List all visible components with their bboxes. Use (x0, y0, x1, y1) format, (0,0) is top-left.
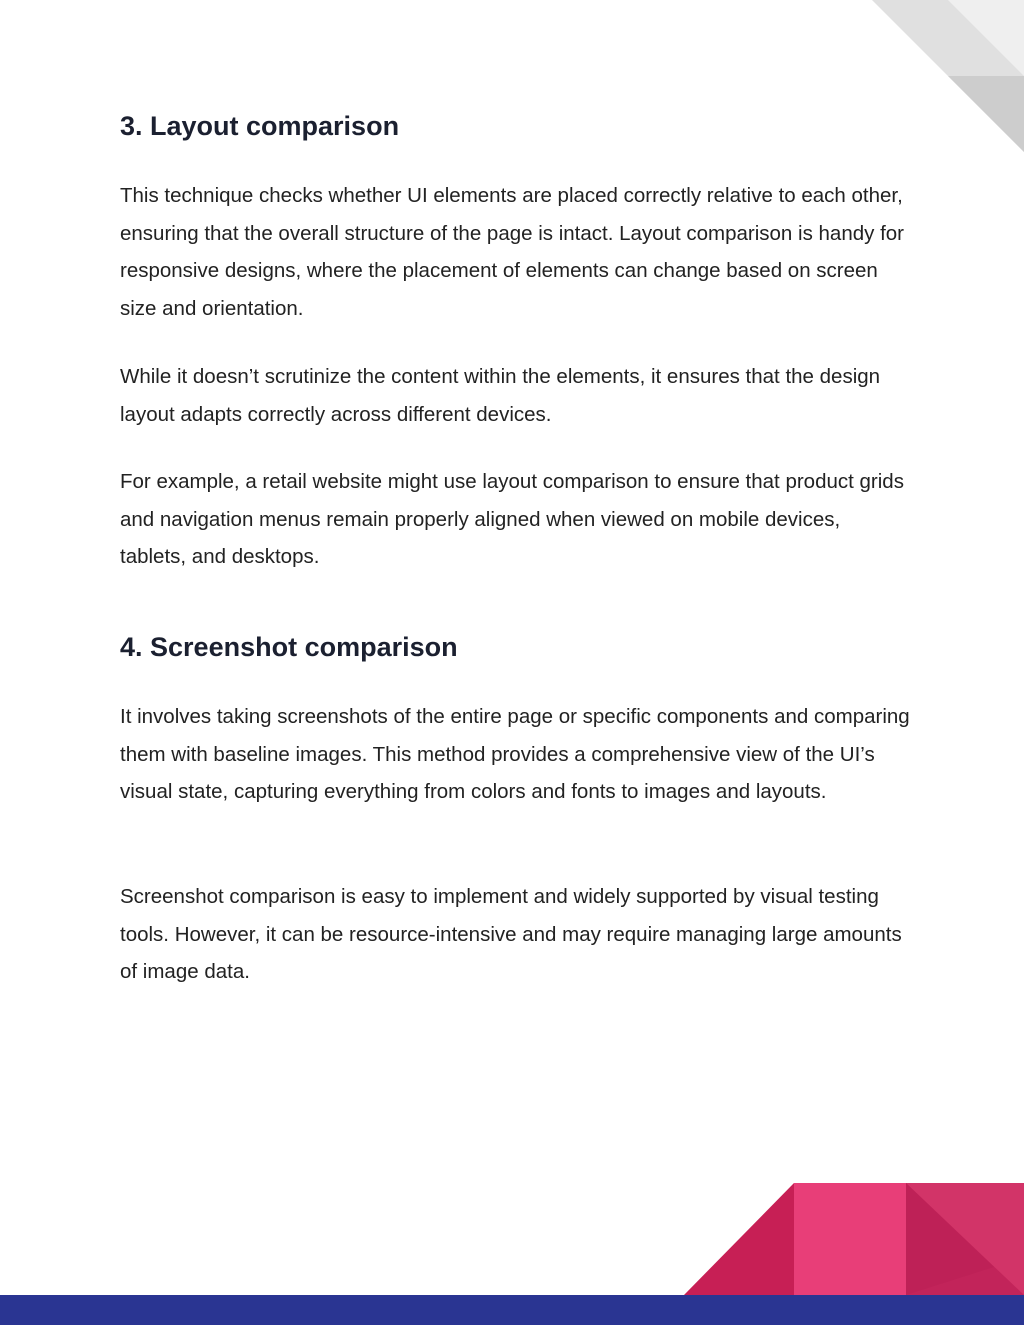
paragraph: Screenshot comparison is easy to implement and widely supported by visual testing tools. However, it can be resource-intensive and may require managing large amounts of image data. (120, 885, 902, 983)
top-right-corner-decoration (864, 0, 1024, 160)
bottom-right-corner-decoration (684, 1183, 1024, 1295)
footer-bar (0, 1295, 1024, 1325)
section-heading-screenshot-comparison: 4. Screenshot comparison (120, 632, 458, 662)
paragraph: For example, a retail website might use layout comparison to ensure that product grids and navigation menus remain properly aligned when viewed on mobile devices, tablets, and desktops. (120, 470, 904, 568)
paragraph: This technique checks whether UI elements are placed correctly relative to each other, ensuring that the overall structure of the page is intact. Layout comparison is handy for responsive designs, where the placement of elements can change based on screen size and orientation. (120, 184, 904, 320)
paragraph: It involves taking screenshots of the entire page or specific components and comparing them with baseline images. This method provides a comprehensive view of the UI’s visual state, capturing everything from colors and fonts to images and layouts. (120, 705, 910, 803)
paragraph: While it doesn’t scrutinize the content within the elements, it ensures that the design layout adapts correctly across different devices. (120, 365, 881, 426)
section-heading-layout-comparison: 3. Layout comparison (120, 111, 400, 141)
